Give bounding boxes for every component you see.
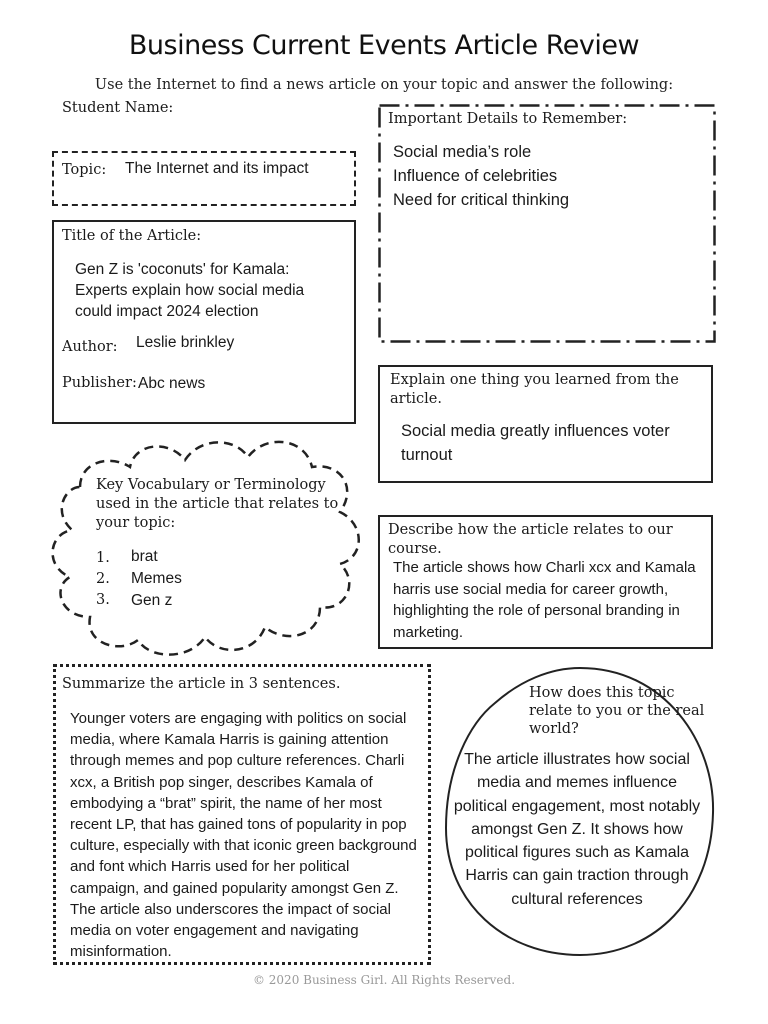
instructions-text: Use the Internet to find a news article on your topic and answer the following:: [94, 77, 674, 93]
vocabulary-item[interactable]: brat: [131, 548, 158, 565]
author-value[interactable]: Leslie brinkley: [136, 334, 235, 351]
details-list: [393, 140, 569, 212]
publisher-label: Publisher:: [62, 375, 137, 391]
vocabulary-label: Key Vocabulary or Terminology used in the article that relates to your topic:: [96, 477, 339, 531]
vocabulary-item[interactable]: Memes: [131, 570, 182, 587]
list-number: 3.: [96, 592, 110, 608]
author-label: Author:: [62, 339, 118, 355]
copyright-footer: © 2020 Business Girl. All Rights Reserved.: [252, 973, 516, 987]
vocabulary-list: [131, 546, 182, 612]
details-item[interactable]: Social media’s role: [393, 143, 532, 161]
publisher-value[interactable]: Abc news: [138, 375, 206, 392]
article-title-label: Title of the Article:: [62, 228, 202, 244]
vocabulary-numbers: [96, 548, 110, 611]
learned-label: Explain one thing you learned from the article.: [390, 372, 679, 407]
vocabulary-item[interactable]: Gen z: [131, 592, 173, 609]
details-item[interactable]: Influence of celebrities: [393, 167, 558, 185]
details-item[interactable]: Need for critical thinking: [393, 191, 570, 209]
relates-value[interactable]: The article shows how Charli xcx and Kamala harris use social media for career growth, highlighting the role of personal branding in marketing.: [393, 559, 696, 641]
topic-value[interactable]: The Internet and its impact: [125, 160, 309, 177]
details-label: Important Details to Remember:: [388, 111, 628, 127]
article-info-box: [52, 220, 356, 424]
learned-value[interactable]: Social media greatly influences voter turnout: [401, 422, 670, 464]
relates-label: Describe how the article relates to our course.: [388, 522, 673, 557]
summary-label: Summarize the article in 3 sentences.: [62, 676, 341, 692]
student-name-label: Student Name:: [62, 100, 174, 116]
real-world-value[interactable]: The article illustrates how social media and memes influence political engagement, most notably amongst Gen Z. It shows how political figures such as Kamala Harris can gain traction through cultural references: [453, 751, 701, 908]
list-number: 2.: [96, 571, 110, 587]
vocabulary-cloud-shape: [40, 432, 370, 664]
article-title-value[interactable]: Gen Z is 'coconuts' for Kamala: Experts explain how social media could impact 2024 election: [75, 261, 305, 320]
list-number: 1.: [96, 550, 110, 566]
topic-label: Topic:: [62, 162, 107, 178]
real-world-label: How does this topic relate to you or the real world?: [529, 685, 705, 737]
summary-value[interactable]: Younger voters are engaging with politics on social media, where Kamala Harris is gaining attention through memes and pop culture references. Charli xcx, a British pop singer, describes Kamala of embodying a “brat” spirit, the name of her most recent LP, that has gained tons of popularity in pop culture, especially with that iconic green background and font which Harris used for her political campaign, and gained popularity amongst Gen Z. The article also underscores the impact of social media on voter engagement and navigating misinformation.: [70, 710, 417, 961]
page-title: Business Current Events Article Review: [128, 30, 640, 61]
